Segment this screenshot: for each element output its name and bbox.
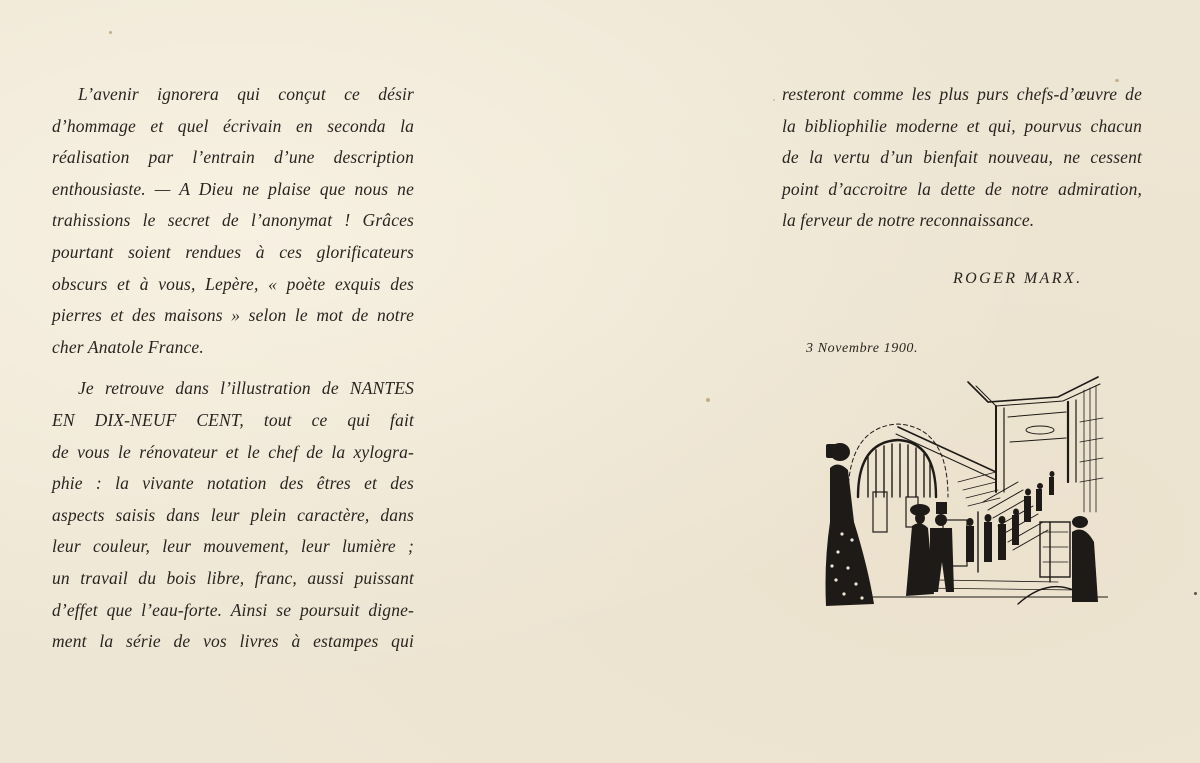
text-line: pierres et des maisons » selon le mot de notre — [52, 305, 414, 326]
text-line: point d’accroitre la dette de notre admiration, — [782, 178, 1142, 199]
text-line: enthousiaste. — A Dieu ne plaise que nous ne — [52, 178, 414, 199]
text-line: de la vertu d’un bienfait nouveau, ne cessent — [782, 147, 1142, 168]
left-page-text — [52, 79, 414, 658]
author-signature: ROGER MARX. — [953, 270, 1083, 287]
woodcut-illustration-icon — [818, 372, 1108, 612]
paper-speck — [706, 398, 710, 402]
text-line: de vous le rénovateur et le chef de la xylogra- — [52, 441, 414, 462]
text-line: pourtant soient rendues à ces glorificateurs — [52, 241, 414, 262]
text-line: leur couleur, leur mouvement, leur lumière ; — [52, 536, 414, 557]
text-line: cher Anatole France. — [52, 336, 204, 357]
text-line: aspects saisis dans leur plein caractère, dans — [52, 504, 414, 525]
paragraph-gap — [52, 363, 414, 373]
text-line: obscurs et à vous, Lepère, « poète exquis des — [52, 273, 414, 294]
text-line: phie : la vivante notation des êtres et des — [52, 473, 414, 494]
right-page-text — [782, 79, 1142, 237]
text-line: la ferveur de notre reconnaissance. — [782, 210, 1035, 231]
paper-speck — [1194, 592, 1197, 595]
paper-speck — [773, 99, 775, 101]
text-line: un travail du bois libre, franc, aussi puissant — [52, 567, 414, 588]
text-line: réalisation par l’entrain d’une description — [52, 147, 414, 168]
text-line: trahissions le secret de l’anonymat ! Grâces — [52, 210, 414, 231]
text-line: L’avenir ignorera qui conçut ce désir — [78, 84, 414, 104]
date-line: 3 Novembre 1900. — [806, 341, 919, 356]
woodcut-illustration — [818, 372, 1108, 612]
paragraph-2 — [52, 373, 414, 657]
text-line: d’effet que l’eau-forte. Ainsi se poursuit digne- — [52, 599, 414, 620]
text-line: EN DIX-NEUF CENT, tout ce qui fait — [52, 409, 414, 430]
paragraph-1 — [52, 79, 414, 363]
text-line: la bibliophilie moderne et qui, pourvus chacun — [782, 115, 1142, 136]
text-line: d’hommage et quel écrivain en seconda la — [52, 115, 414, 136]
paper-speck — [109, 31, 112, 34]
text-line: resteront comme les plus purs chefs-d’œuvre de — [782, 84, 1142, 104]
text-line: Je retrouve dans l’illustration de NANTES — [78, 378, 414, 399]
text-line: ment la série de vos livres à estampes qui — [52, 631, 414, 652]
